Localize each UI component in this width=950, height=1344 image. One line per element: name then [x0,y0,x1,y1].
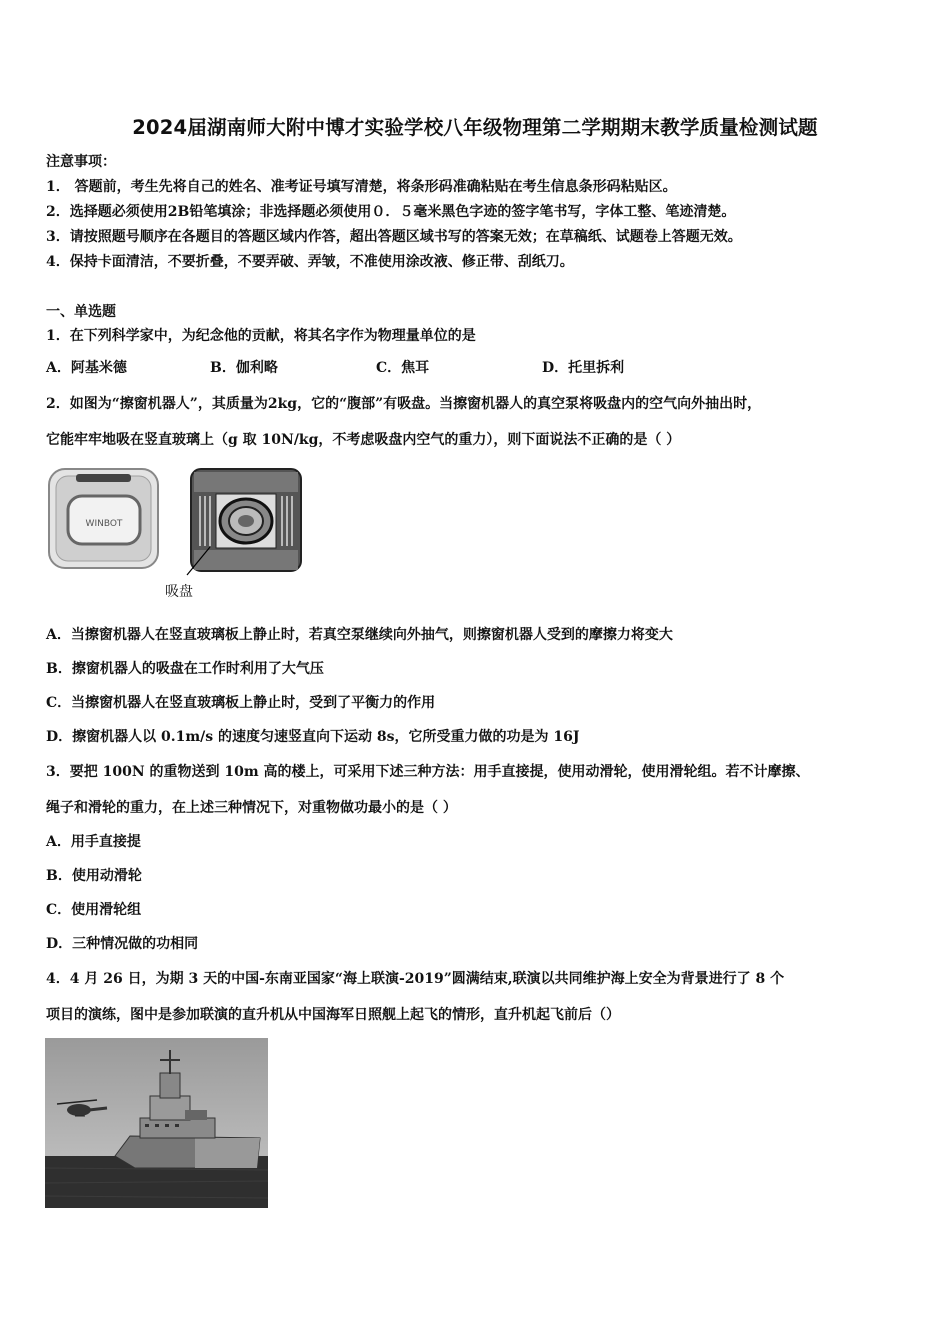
q1-stem: 1．在下列科学家中，为纪念他的贡献，将其名字作为物理量单位的是 [46,328,476,344]
q4-stem-line1: 4．4 月 26 日，为期 3 天的中国-东南亚国家“海上联演-2019”圆满结束,联演以共同维护海上安全为背景进行了 8 个 [46,971,785,987]
notice-item-4: 4．保持卡面清洁，不要折叠，不要弄破、弄皱，不准使用涂改液、修正带、刮纸刀。 [46,254,574,270]
q3-option-b: B．使用动滑轮 [46,868,142,884]
q3-option-a: A．用手直接提 [46,834,141,850]
notice-item-2: 2．选择题必须使用2B铅笔填涂；非选择题必须使用０．５毫米黑色字迹的签字笔书写，字体工整、笔迹清楚。 [46,204,736,220]
q2-option-a: A．当擦窗机器人在竖直玻璃板上静止时，若真空泵继续向外抽气，则擦窗机器人受到的摩擦力将变大 [46,627,673,643]
q3-option-d: D．三种情况做的功相同 [46,936,199,952]
q1-option-b: B．伽利略 [210,360,278,376]
notice-heading: 注意事项： [46,154,116,170]
q2-option-b: B．擦窗机器人的吸盘在工作时利用了大气压 [46,661,324,677]
q2-option-c: C．当擦窗机器人在竖直玻璃板上静止时，受到了平衡力的作用 [46,695,436,711]
suction-pointer-line [175,545,235,580]
q3-stem-line2: 绳子和滑轮的重力，在上述三种情况下，对重物做功最小的是（ ） [46,800,457,816]
robot-front-figure [46,466,161,571]
page-title: 2024届湖南师大附中博才实验学校八年级物理第二学期期末教学质量检测试题 [132,116,818,139]
q2-stem-line1: 2．如图为“擦窗机器人”，其质量为2kg，它的“腹部”有吸盘。当擦窗机器人的真空泵将吸盘内的空气向外抽出时， [46,396,762,412]
q2-stem-line2: 它能牢牢地吸在竖直玻璃上（g 取 10N/kg，不考虑吸盘内空气的重力），则下面说法不正确的是（ ） [46,432,681,448]
q1-option-a: A．阿基米德 [46,360,127,376]
q2-option-d: D．擦窗机器人以 0.1m/s 的速度匀速竖直向下运动 8s，它所受重力做的功是为 16J [46,729,580,745]
q3-stem-line1: 3．要把 100N 的重物送到 10m 高的楼上，可采用下述三种方法：用手直接提，使用动滑轮，使用滑轮组。若不计摩擦、 [46,764,810,780]
q1-option-d: D．托里拆利 [542,360,625,376]
notice-item-3: 3．请按照题号顺序在各题目的答题区域内作答，超出答题区域书写的答案无效；在草稿纸、试题卷上答题无效。 [46,229,742,245]
warship-helicopter-photo [45,1038,268,1208]
robot-brand-text: WINBOT [85,519,123,529]
section-heading: 一、单选题 [46,304,116,320]
q1-option-c: C．焦耳 [376,360,430,376]
suction-cup-label: 吸盘 [165,584,193,600]
q4-stem-line2: 项目的演练，图中是参加联演的直升机从中国海军日照舰上起飞的情形，直升机起飞前后（） [46,1007,620,1023]
notice-item-1: 1． 答题前，考生先将自己的姓名、准考证号填写清楚，将条形码准确粘贴在考生信息条形码粘贴区。 [46,179,677,195]
q3-option-c: C．使用滑轮组 [46,902,142,918]
